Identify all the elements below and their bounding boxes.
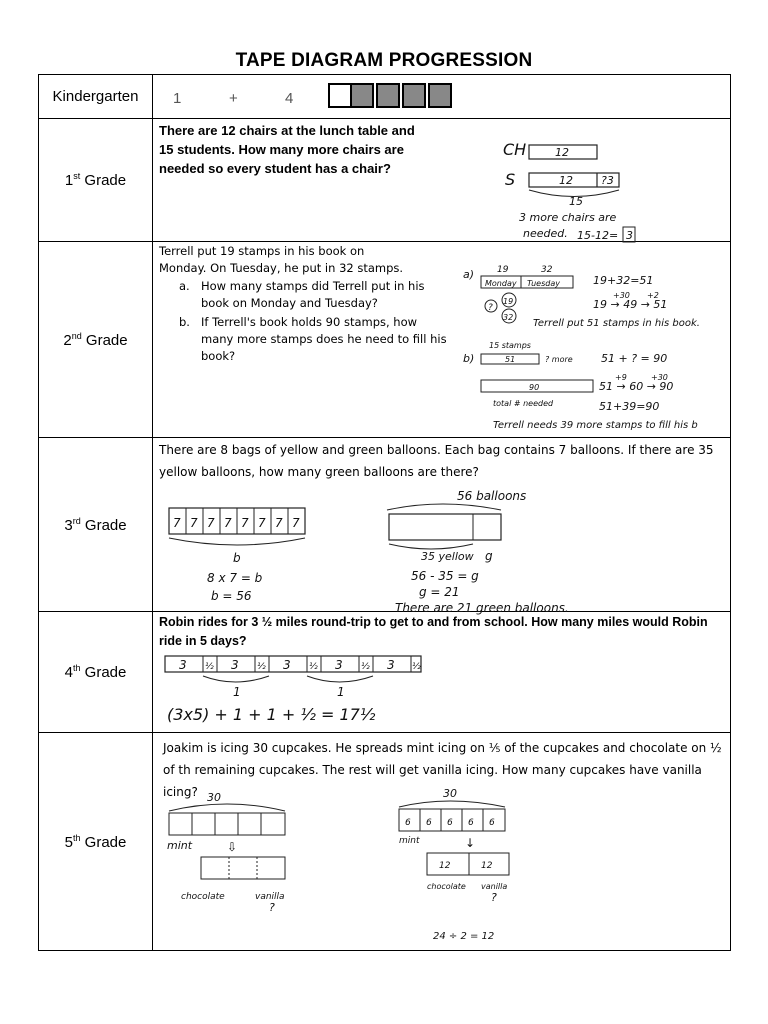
svg-text:There are 21 green balloons.: There are 21 green balloons. [395, 601, 569, 615]
k-number-4: 4 [285, 90, 294, 107]
svg-text:½: ½ [205, 662, 214, 672]
svg-text:19: 19 [497, 265, 509, 275]
k-box-empty [328, 83, 352, 108]
svg-text:chocolate: chocolate [427, 882, 466, 891]
svg-text:g = 21: g = 21 [419, 585, 460, 599]
part-a-label: a. [179, 279, 190, 293]
svg-text:?: ? [491, 891, 497, 904]
row-grade-1 [39, 119, 731, 242]
svg-text:3: 3 [179, 658, 187, 672]
svg-text:51+39=90: 51+39=90 [599, 400, 660, 413]
tape-cell-7: 7 [207, 516, 215, 530]
svg-text:56 - 35 = g: 56 - 35 = g [411, 569, 479, 583]
answer-calc: 15-12= [577, 229, 619, 242]
k-box-shaded [350, 83, 374, 108]
svg-text:?: ? [269, 901, 275, 914]
svg-text:6: 6 [489, 818, 495, 828]
grade-1-work [493, 133, 693, 243]
svg-text:24 ÷ 2 = 12: 24 ÷ 2 = 12 [433, 931, 495, 942]
svg-text:+30: +30 [651, 373, 668, 382]
row-kindergarten [39, 75, 731, 119]
svg-text:90: 90 [529, 383, 540, 392]
svg-text:mint: mint [399, 836, 420, 846]
svg-text:↓: ↓ [465, 836, 476, 850]
answer-line-2: needed. [523, 227, 568, 240]
grade-3-question: There are 8 bags of yellow and green balloons. Each bag contains 7 balloons. If there are 35 yellow balloons, how many green balloons are there? [159, 443, 714, 479]
tape-cell-7: 7 [190, 516, 198, 530]
svg-text:32: 32 [541, 265, 553, 275]
svg-text:chocolate: chocolate [181, 892, 225, 902]
tape-s-unknown: ?3 [601, 174, 614, 187]
svg-text:½: ½ [309, 662, 318, 672]
svg-text:½: ½ [412, 662, 421, 672]
k-box-shaded [376, 83, 400, 108]
label-s: S [505, 170, 516, 189]
svg-text:32: 32 [503, 313, 514, 322]
part-b-label: b. [179, 315, 190, 329]
k-plus: + [229, 90, 238, 107]
grade-1-question: There are 12 chairs at the lunch table and 15 students. How many more chairs are needed so every student has a chair? [159, 123, 415, 176]
svg-text:g: g [485, 549, 493, 563]
svg-text:19: 19 [503, 297, 514, 306]
svg-text:mint: mint [167, 839, 193, 852]
svg-text:51 → 60 → 90: 51 → 60 → 90 [599, 380, 674, 393]
svg-text:b: b [233, 551, 241, 565]
svg-text:? more: ? more [545, 355, 573, 364]
svg-text:b): b) [463, 352, 475, 365]
grade-5-work [165, 787, 725, 949]
progression-table [38, 74, 731, 951]
row-grade-4 [39, 612, 731, 733]
grade-5-question: Joakim is icing 30 cupcakes. He spreads mint icing on ⅕ of the cupcakes and chocolate on ½ of th remaining cupcakes. The rest will get vanilla icing. How many cupcakes have vanilla icing? [163, 741, 722, 799]
svg-text:6: 6 [426, 818, 432, 828]
svg-text:Tuesday: Tuesday [527, 279, 560, 288]
svg-text:b = 56: b = 56 [211, 589, 252, 603]
grade-2-content [153, 242, 731, 438]
svg-text:30: 30 [443, 787, 457, 800]
svg-text:+9: +9 [615, 373, 627, 382]
grade-label-3: 3rd Grade [39, 438, 153, 612]
grade-4-content [153, 612, 731, 733]
part-a-question: How many stamps did Terrell put in his book on Monday and Tuesday? [201, 279, 425, 310]
svg-text:12: 12 [439, 861, 451, 871]
grade-2-intro: Terrell put 19 stamps in his book on Monday. On Tuesday, he put in 32 stamps. [159, 244, 404, 275]
grade-3-content [153, 438, 731, 615]
svg-text:vanilla: vanilla [255, 892, 285, 902]
label-ch: CH [503, 140, 527, 159]
svg-text:vanilla: vanilla [481, 882, 508, 891]
svg-text:56 balloons: 56 balloons [457, 489, 527, 503]
grade-2-work [463, 264, 723, 434]
svg-text:Monday: Monday [485, 279, 517, 288]
grade-text: Kindergarten [52, 88, 139, 105]
svg-text:19 → 49 → 51: 19 → 49 → 51 [593, 298, 668, 311]
svg-text:3: 3 [335, 658, 343, 672]
page-title: TAPE DIAGRAM PROGRESSION [235, 50, 533, 71]
svg-text:Terrell needs 39 more stamps t: Terrell needs 39 more stamps to fill his b [493, 420, 698, 431]
svg-text:3: 3 [387, 658, 395, 672]
k-box-shaded [428, 83, 452, 108]
tape-cell-7: 7 [241, 516, 249, 530]
row-grade-5 [39, 733, 731, 951]
part-b-question: If Terrell's book holds 90 stamps, how many more stamps does he need to fill his book? [201, 315, 447, 363]
grade-label-2: 2nd Grade [39, 242, 153, 438]
grade-label-1: 1st Grade [39, 119, 153, 242]
grade-3-work [167, 489, 727, 615]
tape-s-value: 12 [559, 174, 573, 187]
grade-4-question: Robin rides for 3 ½ miles round-trip to get to and from school. How many miles would Robin ride in 5 days? [159, 615, 708, 648]
tape-s-total: 15 [569, 195, 583, 208]
grade-1-content [153, 119, 731, 242]
tape-cell-7: 7 [275, 516, 283, 530]
svg-text:51 + ? = 90: 51 + ? = 90 [601, 352, 668, 365]
svg-text:6: 6 [468, 818, 474, 828]
grade-label-kindergarten [39, 75, 153, 119]
k-number-1: 1 [173, 90, 182, 107]
grade-5-content [153, 733, 731, 951]
grade-label-4: 4th Grade [39, 612, 153, 733]
svg-text:⇩: ⇩ [227, 840, 238, 854]
answer-box-value: 3 [626, 229, 633, 242]
svg-text:6: 6 [405, 818, 411, 828]
kindergarten-content [153, 75, 731, 119]
svg-text:3: 3 [283, 658, 291, 672]
svg-text:1: 1 [233, 685, 241, 699]
row-grade-3 [39, 438, 731, 612]
svg-text:8 x 7 = b: 8 x 7 = b [207, 571, 263, 585]
tape-cell-7: 7 [224, 516, 232, 530]
k-box-shaded [402, 83, 426, 108]
svg-text:(3x5) + 1 + 1 + ½ = 17½: (3x5) + 1 + 1 + ½ = 17½ [167, 705, 376, 724]
tape-ch-value: 12 [555, 146, 569, 159]
tape-cell-7: 7 [258, 516, 266, 530]
svg-text:a): a) [463, 268, 475, 281]
svg-text:51: 51 [505, 355, 516, 364]
svg-text:35 yellow: 35 yellow [421, 550, 474, 563]
svg-text:Terrell put 51 stamps in his b: Terrell put 51 stamps in his book. [533, 318, 700, 329]
svg-text:15 stamps: 15 stamps [489, 341, 531, 350]
svg-text:1: 1 [337, 685, 345, 699]
svg-text:½: ½ [257, 662, 266, 672]
row-grade-2 [39, 242, 731, 438]
tape-cell-7: 7 [292, 516, 300, 530]
grade-4-work [163, 654, 723, 730]
svg-text:6: 6 [447, 818, 453, 828]
svg-text:30: 30 [207, 791, 221, 804]
tape-cell-7: 7 [173, 516, 181, 530]
grade-label-5: 5th Grade [39, 733, 153, 951]
svg-text:3: 3 [231, 658, 239, 672]
svg-text:12: 12 [481, 861, 493, 871]
answer-line-1: 3 more chairs are [519, 211, 617, 224]
svg-text:?: ? [488, 303, 493, 313]
svg-text:+2: +2 [647, 291, 659, 300]
svg-text:total # needed: total # needed [493, 399, 554, 408]
svg-text:+30: +30 [613, 291, 630, 300]
svg-text:½: ½ [361, 662, 370, 672]
svg-text:19+32=51: 19+32=51 [593, 274, 654, 287]
